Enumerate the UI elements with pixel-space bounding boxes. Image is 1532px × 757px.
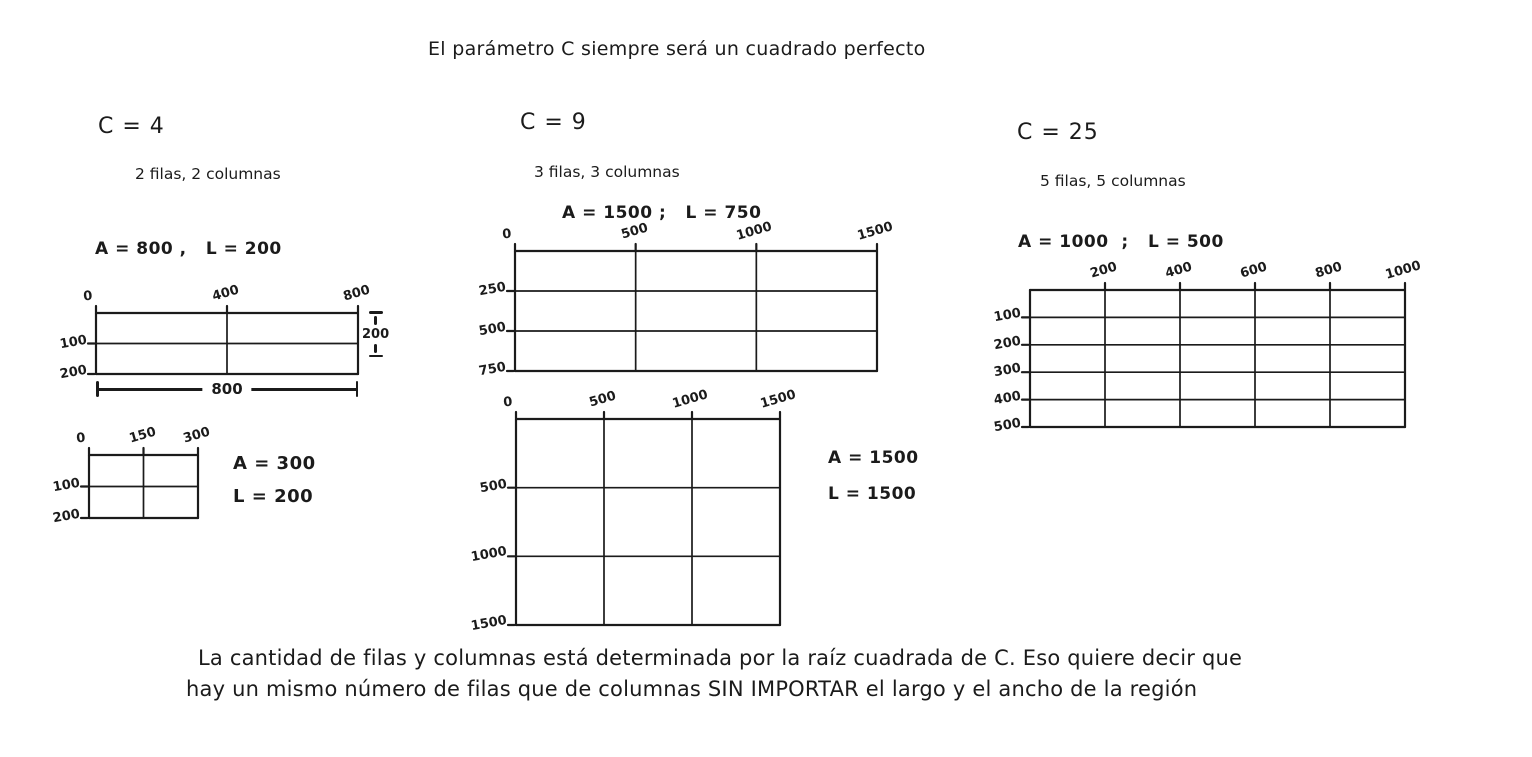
y-tick-label: 100 xyxy=(51,475,82,495)
width-dimension-c4 xyxy=(96,379,358,399)
x-tick-label: 1000 xyxy=(735,219,774,244)
grid-c25-label: A = 1000 ; L = 500 xyxy=(1018,232,1224,252)
grid-c4-main-label: A = 800 , L = 200 xyxy=(95,239,282,259)
y-tick-label: 500 xyxy=(478,476,509,496)
y-tick-label: 200 xyxy=(992,333,1023,354)
x-tick-label: 1500 xyxy=(855,219,895,244)
side-label-line-l: L = 200 xyxy=(233,486,314,507)
y-tick-label: 100 xyxy=(58,332,89,352)
x-tick-label: 0 xyxy=(502,394,514,411)
y-tick-label: 250 xyxy=(477,279,508,300)
x-tick-label: 150 xyxy=(127,424,158,447)
dim-cap-left xyxy=(96,381,99,397)
grid-c9-square xyxy=(469,387,798,635)
y-tick-label: 200 xyxy=(58,362,89,383)
grid-c4-main xyxy=(58,282,372,383)
y-tick-label: 1500 xyxy=(469,612,509,635)
y-tick-label: 750 xyxy=(477,359,508,380)
x-tick-label: 0 xyxy=(75,430,87,447)
width-dim-value: 800 xyxy=(202,380,251,398)
height-dimension-c4 xyxy=(362,311,389,357)
y-tick-label: 400 xyxy=(992,388,1023,408)
section-c4-heading: C = 4 xyxy=(98,114,165,139)
dim-cap-right xyxy=(356,381,359,397)
x-tick-label: 600 xyxy=(1238,259,1269,282)
x-tick-label: 0 xyxy=(82,288,94,305)
x-tick-label: 800 xyxy=(341,282,372,305)
section-c25-subtitle: 5 filas, 5 columnas xyxy=(1040,172,1186,190)
y-tick-label: 500 xyxy=(477,319,508,340)
page-title: El parámetro C siempre será un cuadrado perfecto xyxy=(428,38,926,60)
x-tick-label: 800 xyxy=(1313,259,1344,282)
side-label-line-l: L = 1500 xyxy=(828,484,917,504)
grid-lines xyxy=(89,455,198,518)
x-tick-label: 1500 xyxy=(758,387,798,412)
y-tick-label: 500 xyxy=(992,415,1023,436)
footer-line-2: hay un mismo número de filas que de columnas SIN IMPORTAR el largo y el ancho de la región xyxy=(186,677,1198,701)
grid-c4-small xyxy=(51,424,212,527)
grid-c9-square-side-label xyxy=(828,440,919,512)
x-tick-label: 500 xyxy=(619,220,650,243)
grid-c9-wide xyxy=(477,219,895,380)
section-c4-subtitle: 2 filas, 2 columnas xyxy=(135,165,281,183)
side-label-line-a: A = 300 xyxy=(233,453,316,474)
grid-c9-wide-label: A = 1500 ; L = 750 xyxy=(562,203,762,223)
dim-cap-bottom xyxy=(369,355,383,358)
x-tick-label: 200 xyxy=(1088,259,1119,282)
dim-line xyxy=(374,316,377,325)
dim-line xyxy=(374,344,377,353)
grid-lines xyxy=(516,419,780,625)
x-tick-label: 500 xyxy=(587,388,618,411)
x-tick-label: 400 xyxy=(1163,259,1194,282)
y-tick-label: 100 xyxy=(992,306,1023,326)
footer-line-1: La cantidad de filas y columnas está determinada por la raíz cuadrada de C. Eso quiere decir que xyxy=(198,646,1243,670)
x-tick-label: 1000 xyxy=(1383,258,1423,283)
y-tick-label: 1000 xyxy=(469,544,509,566)
section-c25-heading: C = 25 xyxy=(1017,120,1099,145)
section-c9-heading: C = 9 xyxy=(520,110,587,135)
grid-c4-small-side-label xyxy=(233,447,316,513)
y-tick-label: 200 xyxy=(51,506,82,527)
y-tick-label: 300 xyxy=(992,360,1023,381)
grid-lines xyxy=(515,251,877,371)
x-tick-label: 300 xyxy=(181,424,212,447)
height-dim-value: 200 xyxy=(362,326,390,342)
section-c9-subtitle: 3 filas, 3 columnas xyxy=(534,163,680,181)
grid-c25 xyxy=(992,258,1423,436)
grid-lines xyxy=(1030,290,1405,427)
x-tick-label: 0 xyxy=(501,226,513,243)
grid-lines xyxy=(96,313,358,374)
dim-cap-top xyxy=(369,311,383,314)
x-tick-label: 1000 xyxy=(670,387,710,412)
side-label-line-a: A = 1500 xyxy=(828,448,919,468)
x-tick-label: 400 xyxy=(210,282,241,305)
